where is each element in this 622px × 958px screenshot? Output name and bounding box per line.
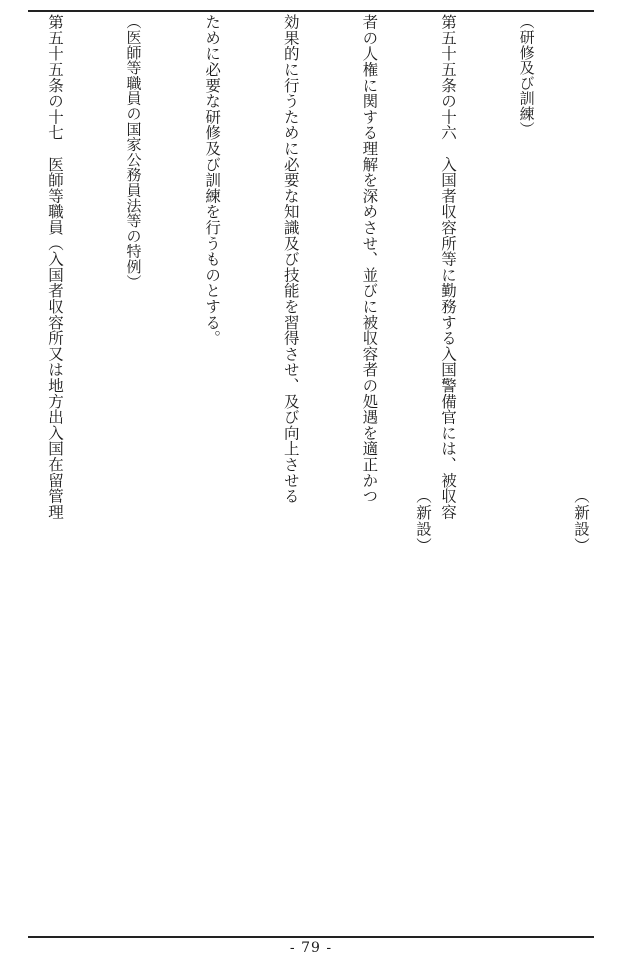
section-heading-medical-staff: （医師等職員の国家公務員法等の特例）: [124, 14, 143, 290]
law-text-body: [0, 14, 592, 520]
text-line: 第五十五条の十六 入国者収容所等に勤務する入国警備官には、被収容: [438, 14, 457, 520]
new-provision-note: （新設）: [414, 488, 432, 554]
section-heading-training: （研修及び訓練）: [517, 14, 536, 137]
bottom-rule: [28, 936, 594, 938]
text-line: ために必要な研修及び訓練を行うものとする。: [203, 14, 222, 346]
top-rule: [28, 10, 594, 12]
text-line: 者の人権に関する理解を深めさせ、並びに被収容者の処遇を適正かつ: [360, 14, 379, 504]
page-number: - 79 -: [289, 940, 333, 956]
text-line: 第五十五条の十七 医師等職員（入国者収容所又は地方出入国在留管理: [45, 14, 64, 520]
text-line: 効果的に行うために必要な知識及び技能を習得させ、及び向上させる: [281, 14, 300, 504]
new-provision-note: （新設）: [572, 488, 590, 554]
